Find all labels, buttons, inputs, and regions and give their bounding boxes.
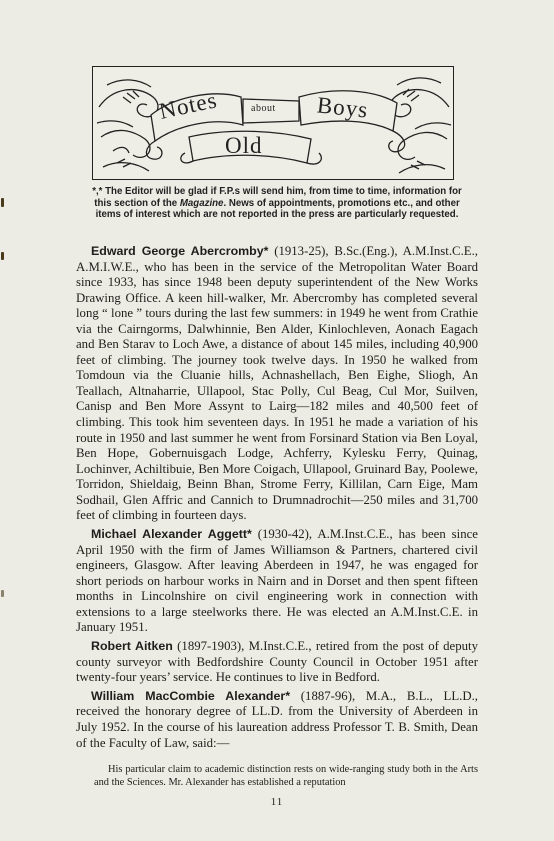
masthead-illustration [92, 66, 454, 180]
editor-notice [88, 186, 466, 221]
scroll-ornament [93, 67, 455, 181]
banner-word-about: about [251, 103, 276, 114]
notice-suffix: . News of appointments, promotions etc., and other items of interest which are not reported in the press are particularly requested. [95, 197, 460, 220]
entry-alexander [76, 689, 478, 751]
entry-text: (1897-1903), M.Inst.C.E., retired from the post of deputy county surveyor with Bedfordshire County Council in October 1951 after twenty-four years’ service. He continues to live in Bedford. [76, 639, 478, 685]
entry-text: (1913-25), B.Sc.(Eng.), A.M.Inst.C.E., A.M.I.W.E., who has been in the service of the Metropolitan Water Board since 1933, has since 1948 been deputy superintendent of the New Works Drawing Office. A keen hill-walker, Mr. Abercromby has completed several long “ lone ” tours during the last few summers: in 1949 he went from Crathie via the Cairngorms, Dalwhinnie, Ben Alder, Kinlochleven, Aonach Eagach and Ben Starav to Loch Awe, a distance of about 145 miles, including 40,900 feet of climbing. The journey took twelve days. In 1950 he walked from Tomdoun via the Cluanie hills, Achnashellach, Ben Eighe, Sliogh, An Teallach, Altnaharrie, Ullapool, Stac Polly, Cul Beag, Cul Mor, Suilven, Canisp and Ben More Assynt to Lairg—182 miles and 40,500 feet of climbing. This took him seventeen days. In 1951 he made a variation of his route in 1950 and last summer he went from Forsinard Station via Ben Loyal, Ben Hope, Gobernuisgach Lodge, Achferry, Kylesku Ferry, Quinag, Lochinver, Achiltibuie, Ben More Coigach, Ullapool, Gruinard Bay, Poolewe, Torridon, Shieldaig, Beinn Bhan, Strome Ferry, Killilan, Carn Eige, Mam Sodhail, Glen Affric and Cannich to Drumnadrochit—250 miles and 31,700 feet of climbing in fourteen days. [76, 244, 478, 523]
entry-name: Michael Alexander Aggett* [91, 527, 252, 542]
entry-name: Robert Aitken [91, 639, 173, 654]
laureation-quote: His particular claim to academic distinction rests on wide-ranging study both in the Arts and the Sciences. Mr. Alexander has established a reputation [94, 764, 478, 789]
article-body [76, 244, 478, 789]
entry-name: William MacCombie Alexander* [91, 688, 291, 703]
banner-word-notes: Notes [156, 87, 220, 124]
page-number: 11 [270, 796, 284, 808]
entry-text: (1887-96), M.A., B.L., LL.D., received the honorary degree of LL.D. from the University of Aberdeen in July 1952. In the course of his laureation address Professor T. B. Smith, Dean of the Faculty of Law, said:— [76, 688, 479, 750]
entry-name: Edward George Abercromby* [91, 244, 269, 258]
entry-aggett [76, 527, 478, 636]
margin-mark [1, 590, 4, 597]
margin-mark [1, 252, 4, 260]
notice-prefix: *,* The Editor will be glad if F.P.s will send him, from time to time, information for this section of the [92, 186, 462, 209]
entry-text: (1930-42), A.M.Inst.C.E., has been since April 1950 with the firm of James Williamson & Partners, chartered civil engineers, Glasgow. After leaving Aberdeen in 1947, he was engaged for short periods on harbour works in Nairn and in Dorset and then spent fifteen months in Lincolnshire on civil engineering work in connection with extensions to a large steelworks there. He was elected an A.M.Inst.C.E. in January 1951. [76, 527, 478, 635]
notice-magazine: Magazine [179, 197, 224, 209]
entry-abercromby [76, 244, 478, 524]
banner-word-old: Old [225, 133, 263, 158]
banner-word-boys: Boys [315, 92, 370, 123]
entry-aitken [76, 639, 478, 686]
margin-mark [1, 198, 4, 207]
